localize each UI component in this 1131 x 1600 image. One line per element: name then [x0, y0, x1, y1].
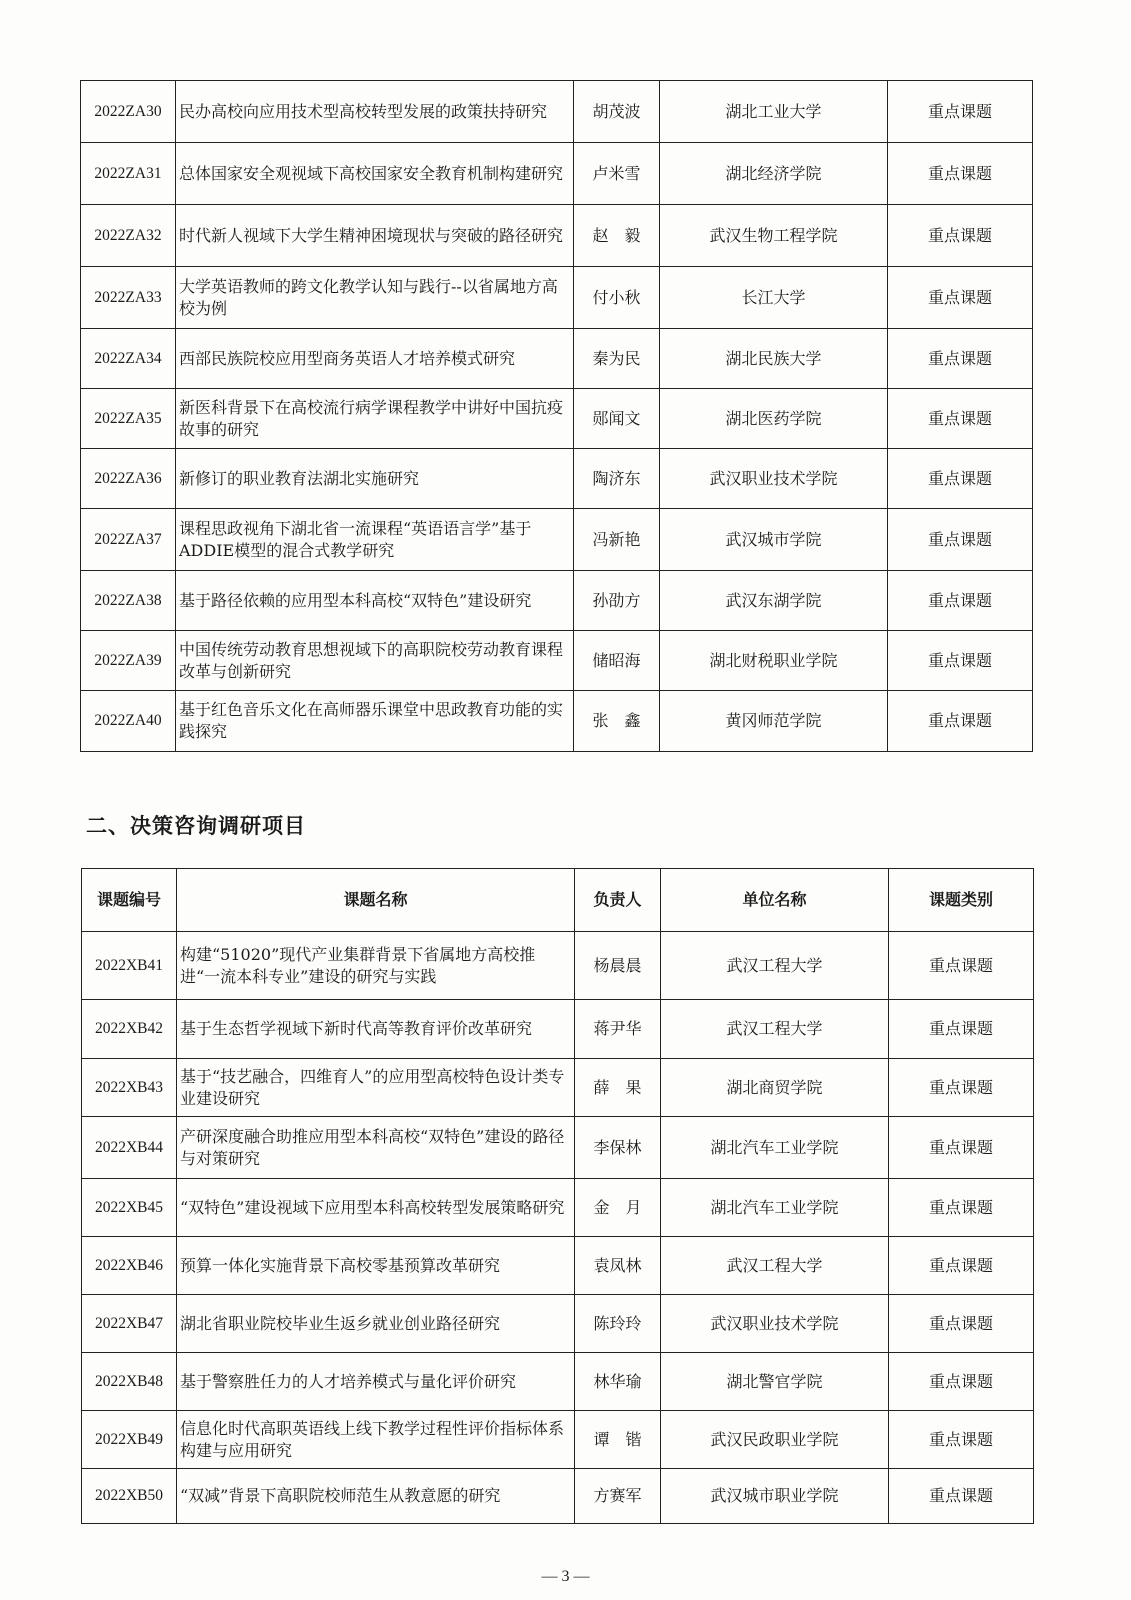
cell-unit: 湖北警官学院 — [661, 1353, 889, 1411]
cell-person: 郧闻文 — [574, 389, 660, 449]
table-body — [81, 81, 1033, 752]
table-row — [81, 571, 1033, 631]
cell-unit: 武汉城市职业学院 — [661, 1469, 889, 1524]
cell-code: 2022XB44 — [82, 1117, 177, 1179]
cell-code: 2022XB43 — [82, 1059, 177, 1117]
cell-category: 重点课题 — [888, 449, 1033, 509]
cell-unit: 武汉工程大学 — [661, 1000, 889, 1059]
cell-title: 基于路径依赖的应用型本科高校“双特色”建设研究 — [176, 571, 574, 631]
cell-person: 林华瑜 — [575, 1353, 661, 1411]
cell-title: 产研深度融合助推应用型本科高校“双特色”建设的路径与对策研究 — [177, 1117, 575, 1179]
cell-unit: 武汉职业技术学院 — [660, 449, 888, 509]
cell-person: 张 鑫 — [574, 691, 660, 752]
cell-category: 重点课题 — [888, 571, 1033, 631]
cell-title: 预算一体化实施背景下高校零基预算改革研究 — [177, 1237, 575, 1295]
cell-code: 2022XB50 — [82, 1469, 177, 1524]
cell-code: 2022XB45 — [82, 1179, 177, 1237]
cell-unit: 武汉职业技术学院 — [661, 1295, 889, 1353]
cell-category: 重点课题 — [888, 81, 1033, 143]
cell-category: 重点课题 — [889, 932, 1034, 1000]
cell-category: 重点课题 — [889, 1179, 1034, 1237]
cell-unit: 湖北汽车工业学院 — [661, 1179, 889, 1237]
cell-unit: 武汉东湖学院 — [660, 571, 888, 631]
cell-person: 储昭海 — [574, 631, 660, 691]
cell-unit: 湖北财税职业学院 — [660, 631, 888, 691]
cell-unit: 湖北工业大学 — [660, 81, 888, 143]
table-header — [82, 869, 1034, 932]
cell-title: 新修订的职业教育法湖北实施研究 — [176, 449, 574, 509]
table-row — [82, 1117, 1034, 1179]
table-row — [81, 329, 1033, 389]
header-row — [82, 869, 1034, 932]
cell-category: 重点课题 — [889, 1237, 1034, 1295]
cell-title: 信息化时代高职英语线上线下教学过程性评价指标体系构建与应用研究 — [177, 1411, 575, 1469]
table-row — [82, 1469, 1034, 1524]
table-row — [81, 389, 1033, 449]
cell-person: 秦为民 — [574, 329, 660, 389]
table-row — [82, 1353, 1034, 1411]
cell-title: 新医科背景下在高校流行病学课程教学中讲好中国抗疫故事的研究 — [176, 389, 574, 449]
cell-person: 付小秋 — [574, 267, 660, 329]
cell-person: 方赛军 — [575, 1469, 661, 1524]
cell-title: 湖北省职业院校毕业生返乡就业创业路径研究 — [177, 1295, 575, 1353]
cell-title: 民办高校向应用技术型高校转型发展的政策扶持研究 — [176, 81, 574, 143]
cell-category: 重点课题 — [888, 267, 1033, 329]
cell-category: 重点课题 — [889, 1059, 1034, 1117]
table-row — [81, 691, 1033, 752]
table-row — [81, 267, 1033, 329]
cell-person: 陈玲玲 — [575, 1295, 661, 1353]
cell-category: 重点课题 — [888, 691, 1033, 752]
cell-category: 重点课题 — [888, 389, 1033, 449]
cell-category: 重点课题 — [889, 1353, 1034, 1411]
table-row — [82, 932, 1034, 1000]
table-row — [82, 1179, 1034, 1237]
cell-category: 重点课题 — [888, 143, 1033, 205]
cell-code: 2022XB42 — [82, 1000, 177, 1059]
cell-code: 2022ZA30 — [81, 81, 176, 143]
cell-unit: 湖北经济学院 — [660, 143, 888, 205]
cell-title: 西部民族院校应用型商务英语人才培养模式研究 — [176, 329, 574, 389]
table-row — [82, 1059, 1034, 1117]
cell-category: 重点课题 — [889, 1000, 1034, 1059]
cell-person: 李保林 — [575, 1117, 661, 1179]
cell-person: 薛 果 — [575, 1059, 661, 1117]
cell-code: 2022ZA38 — [81, 571, 176, 631]
cell-code: 2022ZA34 — [81, 329, 176, 389]
cell-code: 2022ZA37 — [81, 509, 176, 571]
cell-title: 基于生态哲学视域下新时代高等教育评价改革研究 — [177, 1000, 575, 1059]
cell-person: 金 月 — [575, 1179, 661, 1237]
cell-category: 重点课题 — [888, 205, 1033, 267]
cell-code: 2022XB48 — [82, 1353, 177, 1411]
cell-unit: 武汉工程大学 — [661, 1237, 889, 1295]
cell-person: 袁凤林 — [575, 1237, 661, 1295]
cell-person: 杨晨晨 — [575, 932, 661, 1000]
cell-title: 基于“技艺融合，四维育人”的应用型高校特色设计类专业建设研究 — [177, 1059, 575, 1117]
cell-category: 重点课题 — [889, 1469, 1034, 1524]
cell-category: 重点课题 — [889, 1411, 1034, 1469]
cell-person: 冯新艳 — [574, 509, 660, 571]
cell-person: 陶济东 — [574, 449, 660, 509]
cell-person: 孙劭方 — [574, 571, 660, 631]
cell-code: 2022ZA39 — [81, 631, 176, 691]
cell-title: 基于警察胜任力的人才培养模式与量化评价研究 — [177, 1353, 575, 1411]
page-number: — 3 — — [541, 1568, 590, 1585]
cell-code: 2022XB41 — [82, 932, 177, 1000]
cell-person: 谭 锴 — [575, 1411, 661, 1469]
cell-unit: 湖北汽车工业学院 — [661, 1117, 889, 1179]
table-row — [81, 509, 1033, 571]
header-person: 负责人 — [575, 869, 661, 932]
cell-unit: 武汉城市学院 — [660, 509, 888, 571]
section-heading: 二、决策咨询调研项目 — [86, 814, 306, 838]
table-row — [82, 1000, 1034, 1059]
table-row — [81, 449, 1033, 509]
cell-person: 卢米雪 — [574, 143, 660, 205]
cell-code: 2022ZA31 — [81, 143, 176, 205]
cell-title: 构建“51020”现代产业集群背景下省属地方高校推进“一流本科专业”建设的研究与实践 — [177, 932, 575, 1000]
project-table-1 — [80, 80, 1033, 752]
table-row — [81, 631, 1033, 691]
cell-title: 总体国家安全观视域下高校国家安全教育机制构建研究 — [176, 143, 574, 205]
cell-person: 蒋尹华 — [575, 1000, 661, 1059]
cell-code: 2022ZA36 — [81, 449, 176, 509]
table-row — [81, 205, 1033, 267]
cell-code: 2022ZA40 — [81, 691, 176, 752]
cell-category: 重点课题 — [889, 1117, 1034, 1179]
cell-code: 2022ZA33 — [81, 267, 176, 329]
header-unit: 单位名称 — [661, 869, 889, 932]
project-table-2 — [81, 868, 1034, 1524]
cell-title: 时代新人视域下大学生精神困境现状与突破的路径研究 — [176, 205, 574, 267]
cell-unit: 长江大学 — [660, 267, 888, 329]
cell-unit: 武汉生物工程学院 — [660, 205, 888, 267]
cell-unit: 湖北民族大学 — [660, 329, 888, 389]
cell-code: 2022XB46 — [82, 1237, 177, 1295]
cell-code: 2022ZA32 — [81, 205, 176, 267]
cell-code: 2022ZA35 — [81, 389, 176, 449]
cell-title: 基于红色音乐文化在高师器乐课堂中思政教育功能的实践探究 — [176, 691, 574, 752]
table-row — [81, 143, 1033, 205]
table-row — [82, 1411, 1034, 1469]
cell-category: 重点课题 — [888, 329, 1033, 389]
cell-category: 重点课题 — [889, 1295, 1034, 1353]
cell-title: “双特色”建设视域下应用型本科高校转型发展策略研究 — [177, 1179, 575, 1237]
cell-title: 大学英语教师的跨文化教学认知与践行--以省属地方高校为例 — [176, 267, 574, 329]
cell-unit: 武汉民政职业学院 — [661, 1411, 889, 1469]
cell-person: 赵 毅 — [574, 205, 660, 267]
table-row — [81, 81, 1033, 143]
table-row — [82, 1295, 1034, 1353]
cell-title: “双减”背景下高职院校师范生从教意愿的研究 — [177, 1469, 575, 1524]
cell-unit: 武汉工程大学 — [661, 932, 889, 1000]
cell-code: 2022XB49 — [82, 1411, 177, 1469]
cell-person: 胡茂波 — [574, 81, 660, 143]
cell-title: 课程思政视角下湖北省一流课程“英语语言学”基于ADDIE模型的混合式教学研究 — [176, 509, 574, 571]
cell-code: 2022XB47 — [82, 1295, 177, 1353]
header-category: 课题类别 — [889, 869, 1034, 932]
cell-category: 重点课题 — [888, 509, 1033, 571]
header-title: 课题名称 — [177, 869, 575, 932]
cell-unit: 湖北医药学院 — [660, 389, 888, 449]
cell-unit: 湖北商贸学院 — [661, 1059, 889, 1117]
table-body — [82, 932, 1034, 1524]
cell-unit: 黄冈师范学院 — [660, 691, 888, 752]
cell-title: 中国传统劳动教育思想视域下的高职院校劳动教育课程改革与创新研究 — [176, 631, 574, 691]
cell-category: 重点课题 — [888, 631, 1033, 691]
table-row — [82, 1237, 1034, 1295]
header-code: 课题编号 — [82, 869, 177, 932]
